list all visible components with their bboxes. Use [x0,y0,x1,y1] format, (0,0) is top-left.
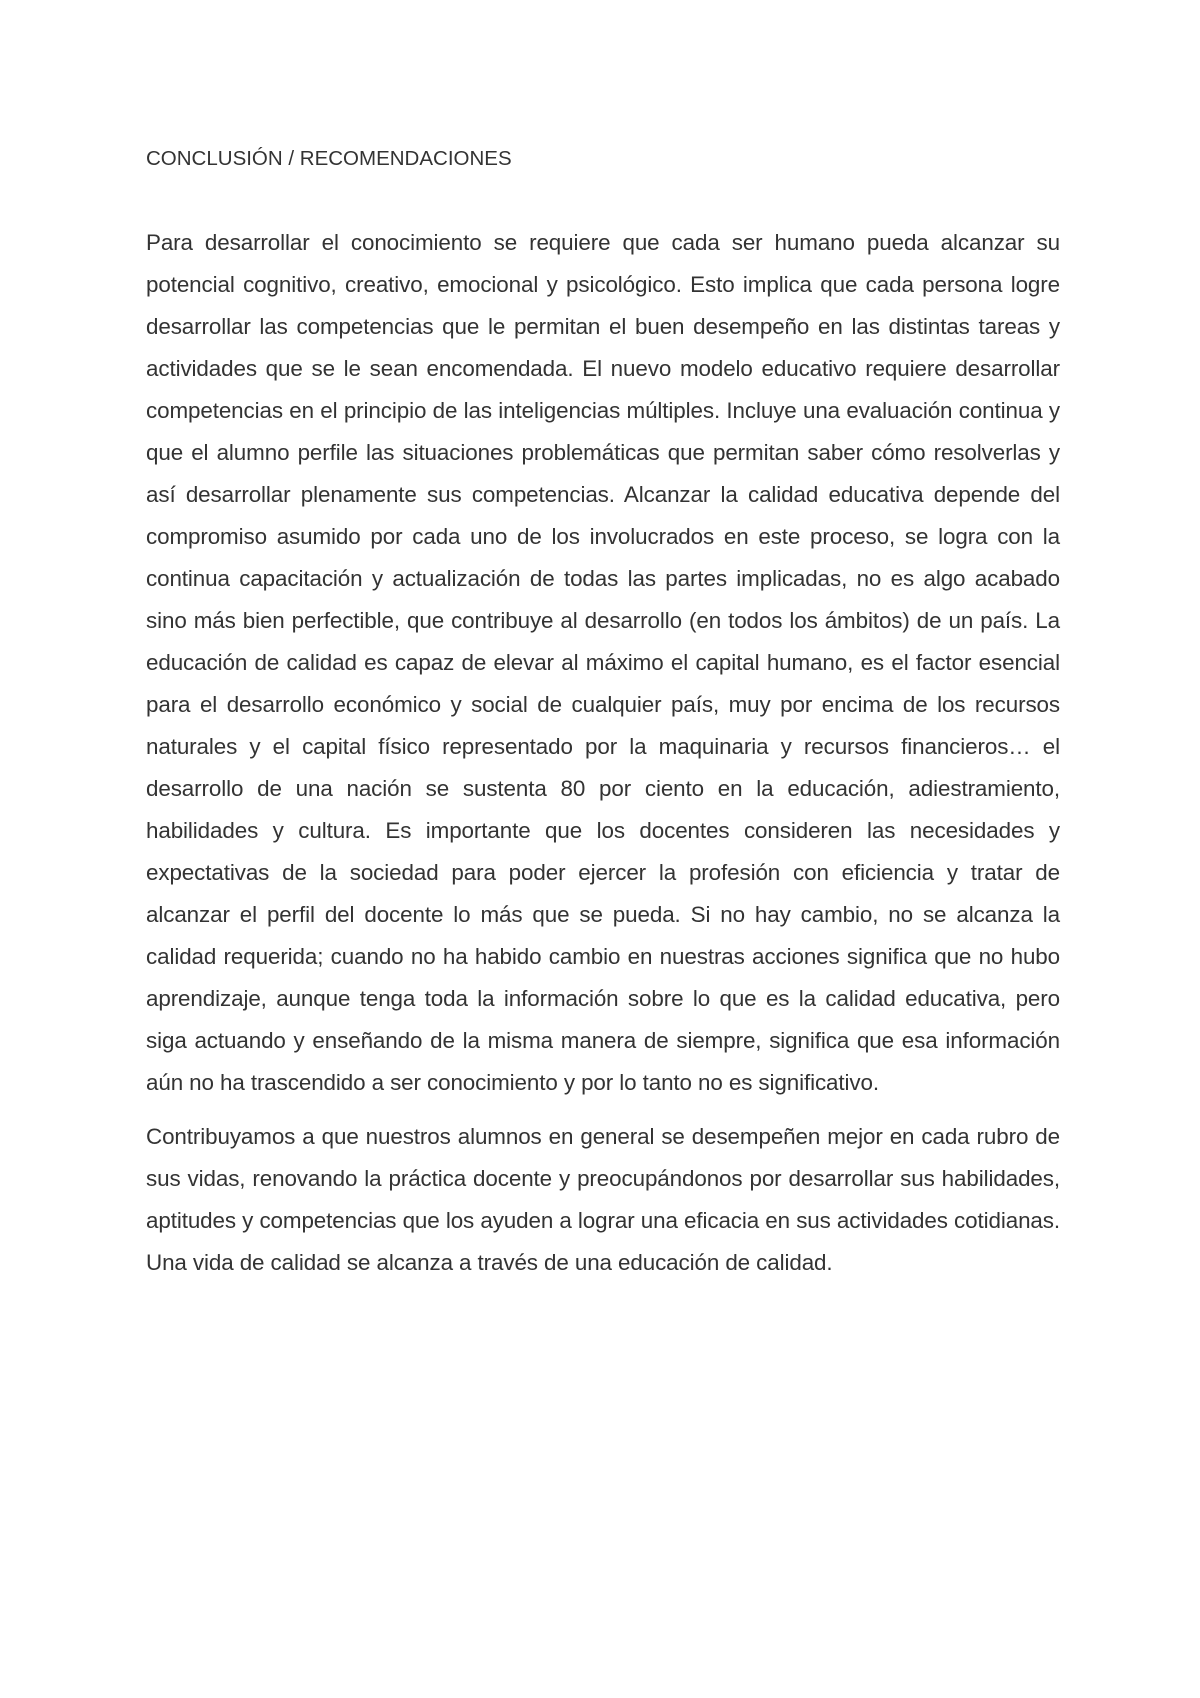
paragraph-conclusion: Para desarrollar el conocimiento se requiere que cada ser humano pueda alcanzar su potencial cognitivo, creativo, emocional y psicológico. Esto implica que cada persona logre desarrollar las competencias que le permitan el buen desempeño en las distintas tareas y actividades que se le sean encomendada. El nuevo modelo educativo requiere desarrollar competencias en el principio de las inteligencias múltiples. Incluye una evaluación continua y que el alumno perfile las situaciones problemáticas que permitan saber cómo resolverlas y así desarrollar plenamente sus competencias. Alcanzar la calidad educativa depende del compromiso asumido por cada uno de los involucrados en este proceso, se logra con la continua capacitación y actualización de todas las partes implicadas, no es algo acabado sino más bien perfectible, que contribuye al desarrollo (en todos los ámbitos) de un país. La educación de calidad es capaz de elevar al máximo el capital humano, es el factor esencial para el desarrollo económico y social de cualquier país, muy por encima de los recursos naturales y el capital físico representado por la maquinaria y recursos financieros… el desarrollo de una nación se sustenta 80 por ciento en la educación, adiestramiento, habilidades y cultura. Es importante que los docentes consideren las necesidades y expectativas de la sociedad para poder ejercer la profesión con eficiencia y tratar de alcanzar el perfil del docente lo más que se pueda. Si no hay cambio, no se alcanza la calidad requerida; cuando no ha habido cambio en nuestras acciones significa que no hubo aprendizaje, aunque tenga toda la información sobre lo que es la calidad educativa, pero siga actuando y enseñando de la misma manera de siempre, significa que esa información aún no ha trascendido a ser conocimiento y por lo tanto no es significativo. [146,230,1060,1095]
paragraph-recommendation: Contribuyamos a que nuestros alumnos en general se desempeñen mejor en cada rubro de sus vidas, renovando la práctica docente y preocupándonos por desarrollar sus habilidades, aptitudes y competencias que los ayuden a lograr una eficacia en sus actividades cotidianas. Una vida de calidad se alcanza a través de una educación de calidad. [146,1124,1060,1275]
section-heading: CONCLUSIÓN / RECOMENDACIONES [146,147,512,170]
document-body [146,138,1060,1284]
